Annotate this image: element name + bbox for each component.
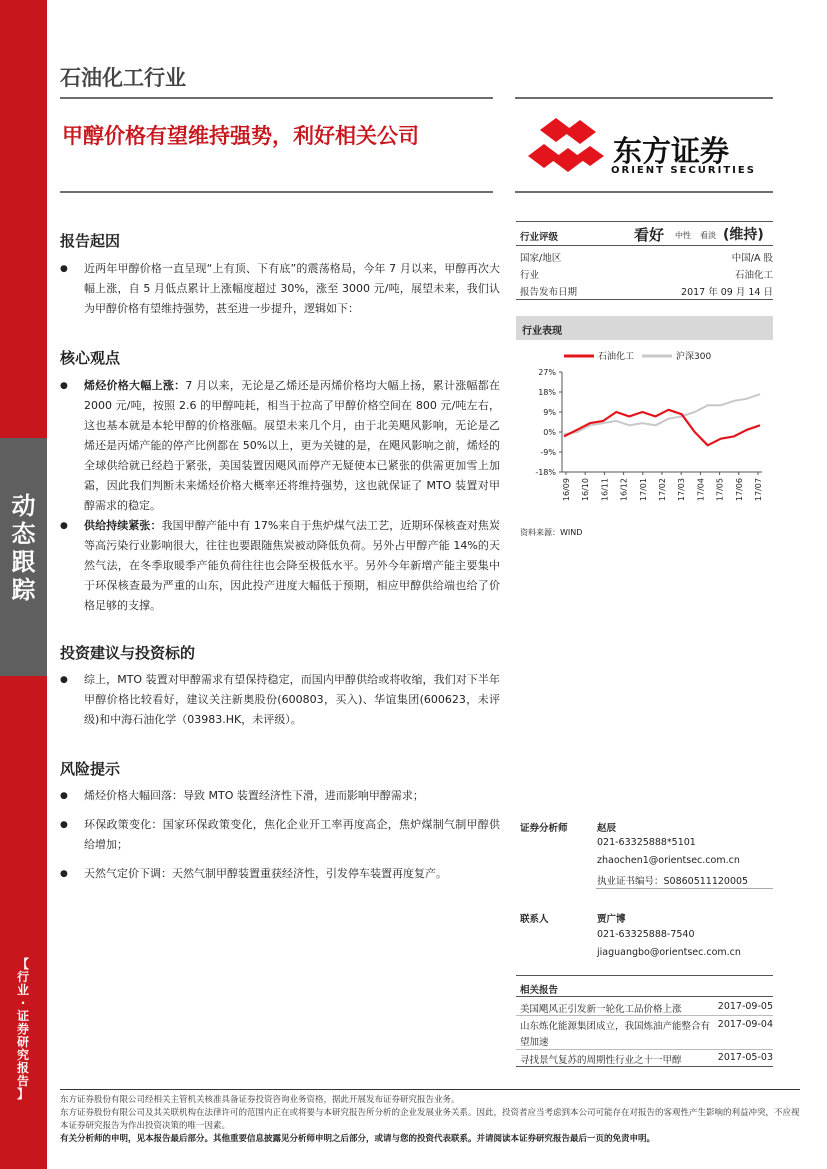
footer-rule [60, 1089, 800, 1090]
x-tick-label: 16/12 [619, 478, 629, 502]
bullet-icon: ● [60, 264, 68, 274]
contact-name: 贾广博 [597, 914, 626, 925]
section-heading-advice: 投资建议与投资标的 [60, 644, 196, 662]
company-name-en: ORIENT SECURITIES [611, 165, 756, 176]
industry-name: 石油化工行业 [60, 66, 186, 90]
page-title: 甲醇价格有望维持强势，利好相关公司 [62, 124, 419, 148]
core-point-text: 7 月以来，无论是乙烯还是丙烯价格均大幅上扬，累计涨幅都在 2000 元/吨，按照 2.6 的甲醇吨耗，相当于拉高了甲醇价格空间在 800 元/吨左右，这也基本就是本轮甲醇的价格涨幅。展望未来几个月，由于北美飓风影响，无论是乙烯还是丙烯产能的停产比例都在 50%以上，更为关键的是，在飓风影响之前，烯烃的全球供给就已经趋于紧张，美国装置因飓风而停产无疑使本已紧张的供需更加雪上加霜，因此我们判断未来烯烃价格大概率还将维持强势，这也就保证了 MTO 装置对甲醇需求的稳定。 [84, 379, 500, 512]
related-rule [516, 996, 773, 997]
rating-option-neutral: 中性 [675, 231, 691, 240]
section-heading-core: 核心观点 [60, 349, 121, 367]
header-rule [515, 97, 773, 99]
vertical-char: 动 [11, 492, 36, 520]
footer-line: 东方证券股份有限公司及其关联机构在法律许可的范围内正在或将要与本研究报告所分析的企业发展业务关系。因此，投资者应当考虑到本公司可能存在对报告的客观性产生影响的利益冲突，不应视本证券研究报告为作出投资决策的唯一因素。 [60, 1108, 800, 1131]
risk-item [60, 864, 500, 884]
x-tick-label: 17/05 [715, 478, 725, 502]
chart-y-ticks [535, 368, 562, 477]
y-tick-label: 27% [538, 368, 556, 377]
industry-performance-chart [516, 344, 773, 526]
contact-phone: 021-63325888-7540 [597, 929, 695, 940]
related-report-date: 2017-09-04 [717, 1019, 773, 1030]
chart-source: 资料来源：WIND [520, 528, 583, 537]
analyst-rule [596, 888, 773, 889]
title-rule [515, 191, 773, 193]
analyst-phone: 021-63325888*5101 [597, 837, 696, 848]
report-type-char: 证 [16, 1009, 29, 1023]
rating-status: (维持) [723, 227, 764, 243]
rating-key: 行业 [520, 270, 540, 281]
related-divider [516, 1015, 773, 1016]
bullet-icon: ● [60, 820, 68, 830]
analyst-email[interactable]: zhaochen1@orientsec.com.cn [597, 855, 740, 866]
company-name-cn: 东方证券 [613, 134, 730, 168]
core-point-text: 我国甲醇产能中有 17%来自于焦炉煤气法工艺，近期环保核查对焦炭等高污染行业影响很大，往往也要跟随焦炭被动降低负荷。另外占甲醇产能 14%的天然气法，在冬季取暖季产能负荷往往也会降至极低水平。另外今年新增产能主要集中于环保核查最为严重的山东，因此投产进度大幅低于预期，相应甲醇供给端也给了价格足够的支撑。 [84, 519, 500, 612]
contact-email[interactable]: jiaguangbo@orientsec.com.cn [597, 947, 741, 958]
legend-label-petrochem: 石油化工 [598, 352, 635, 362]
origin-text: 近两年甲醇价格一直呈现“上有顶、下有底”的震荡格局，今年 7 月以来，甲醇再次大幅上涨，自 5 月低点累计上涨幅度超过 30%，涨至 3000 元/吨，展望未来，我们认为甲醇价格有望维持强势，甚至进一步提升，逻辑如下： [84, 262, 500, 315]
report-type-char: 究 [16, 1048, 29, 1062]
header-rule [60, 97, 493, 99]
analyst-cert: 执业证书编号：S0860511120005 [597, 876, 749, 887]
y-tick-label: -18% [535, 468, 556, 477]
rating-key: 报告发布日期 [520, 287, 578, 298]
y-tick-label: 0% [543, 428, 556, 437]
risk-text: 烯烃价格大幅回落：导致 MTO 装置经济性下滑，进而影响甲醇需求； [84, 789, 424, 802]
series-line-petrochem [564, 410, 760, 446]
x-tick-label: 16/11 [600, 478, 610, 502]
x-tick-label: 16/10 [581, 478, 591, 502]
bullet-icon: ● [60, 381, 68, 391]
footer-statement: 有关分析师的申明，见本报告最后部分。其他重要信息披露见分析师申明之后部分，或请与您的投资代表联系。并请阅读本证券研究报告最后一页的免责申明。 [60, 1134, 656, 1144]
report-type-char: · [20, 996, 26, 1010]
rating-option-bearish: 看淡 [700, 231, 716, 240]
bullet-icon: ● [60, 675, 68, 685]
x-tick-label: 17/03 [677, 478, 687, 502]
advice-text: 综上，MTO 装置对甲醇需求有望保持稳定，而国内甲醇供给或将收缩，我们对下半年甲醇价格比较看好，建议关注新奥股份(600803，买入)、华谊集团(600623，未评级)和中海石油化学（03983.HK，未评级）。 [84, 673, 500, 726]
bullet-icon: ● [60, 521, 68, 531]
performance-label: 行业表现 [522, 326, 562, 337]
rating-rule [516, 221, 773, 222]
y-tick-label: 9% [543, 408, 556, 417]
analyst-name: 赵辰 [597, 823, 617, 834]
rating-label: 行业评级 [520, 232, 559, 243]
contact-label: 联系人 [520, 914, 549, 925]
report-type-char: 研 [16, 1035, 29, 1049]
y-tick-label: 18% [538, 388, 556, 397]
rating-rule [516, 299, 773, 300]
related-rule [516, 1066, 773, 1067]
core-point-2 [60, 516, 500, 616]
x-tick-label: 17/06 [734, 478, 744, 502]
rating-rule [516, 245, 773, 246]
footer-line: 东方证券股份有限公司经相关主管机关核准具备证券投资咨询业务资格，据此开展发布证券研究报告业务。 [60, 1095, 460, 1105]
vertical-char: 踪 [11, 576, 36, 604]
related-label: 相关报告 [520, 985, 559, 996]
x-tick-label: 17/02 [658, 478, 667, 502]
bullet-icon: ● [60, 791, 68, 801]
x-tick-label: 17/01 [638, 478, 648, 502]
section-heading-origin: 报告起因 [60, 232, 121, 250]
report-type-char: 券 [16, 1022, 29, 1036]
origin-paragraph [60, 259, 500, 319]
x-tick-label: 16/09 [562, 478, 571, 502]
core-point-lead: 供给持续紧张： [84, 519, 162, 532]
title-rule [60, 191, 493, 193]
related-report-title[interactable]: 美国飓风正引发新一轮化工品价格上涨 [520, 1004, 682, 1015]
core-point-1 [60, 376, 500, 516]
rating-value: 看好 [634, 226, 665, 244]
report-type-char: 报 [16, 1061, 29, 1075]
risk-text: 环保政策变化：国家环保政策变化，焦化企业开工率再度高企，焦炉煤制气制甲醇供给增加； [84, 818, 500, 851]
vertical-char: 态 [11, 520, 36, 548]
related-divider [516, 1049, 773, 1050]
core-point-lead: 烯烃价格大幅上涨： [84, 379, 186, 392]
vertical-char: 跟 [11, 548, 36, 576]
report-type-char: 告 [16, 1074, 29, 1088]
report-type-vertical [3, 958, 43, 1101]
chart-legend [564, 350, 711, 362]
footer-disclaimer [60, 1094, 800, 1146]
report-type-char: 行 [16, 970, 29, 984]
rating-val: 2017 年 09 月 14 日 [681, 287, 773, 298]
chart-series [564, 394, 760, 445]
rating-val: 中国/A 股 [731, 253, 773, 264]
risk-item [60, 815, 500, 855]
report-type-char: 【 [16, 957, 29, 971]
section-heading-risk: 风险提示 [60, 760, 121, 778]
bullet-icon: ● [60, 869, 68, 879]
x-tick-label: 17/07 [754, 478, 763, 502]
y-tick-label: -9% [540, 448, 556, 457]
legend-label-hs300: 沪深300 [676, 352, 712, 362]
related-report-date: 2017-09-05 [717, 1001, 773, 1012]
advice-paragraph [60, 670, 500, 730]
rating-val: 石油化工 [734, 270, 773, 281]
report-type-char: 业 [16, 983, 29, 997]
related-rule [516, 975, 773, 976]
company-logo-icon [528, 116, 606, 176]
related-report-title[interactable]: 山东炼化能源集团成立，我国炼油产能整合有望加速 [520, 1021, 711, 1048]
report-type-char: 】 [16, 1087, 29, 1101]
risk-item [60, 786, 500, 806]
related-report-title[interactable]: 寻找景气复苏的周期性行业之十一甲醇 [520, 1055, 682, 1066]
risk-text: 天然气定价下调：天然气制甲醇装置重获经济性，引发停车装置再度复产。 [84, 867, 447, 880]
report-category-vertical [0, 492, 47, 604]
chart-x-ticks [562, 472, 763, 501]
rating-key: 国家/地区 [520, 253, 562, 264]
analyst-label: 证券分析师 [520, 823, 568, 834]
related-report-date: 2017-05-03 [717, 1052, 773, 1063]
x-tick-label: 17/04 [696, 478, 706, 502]
